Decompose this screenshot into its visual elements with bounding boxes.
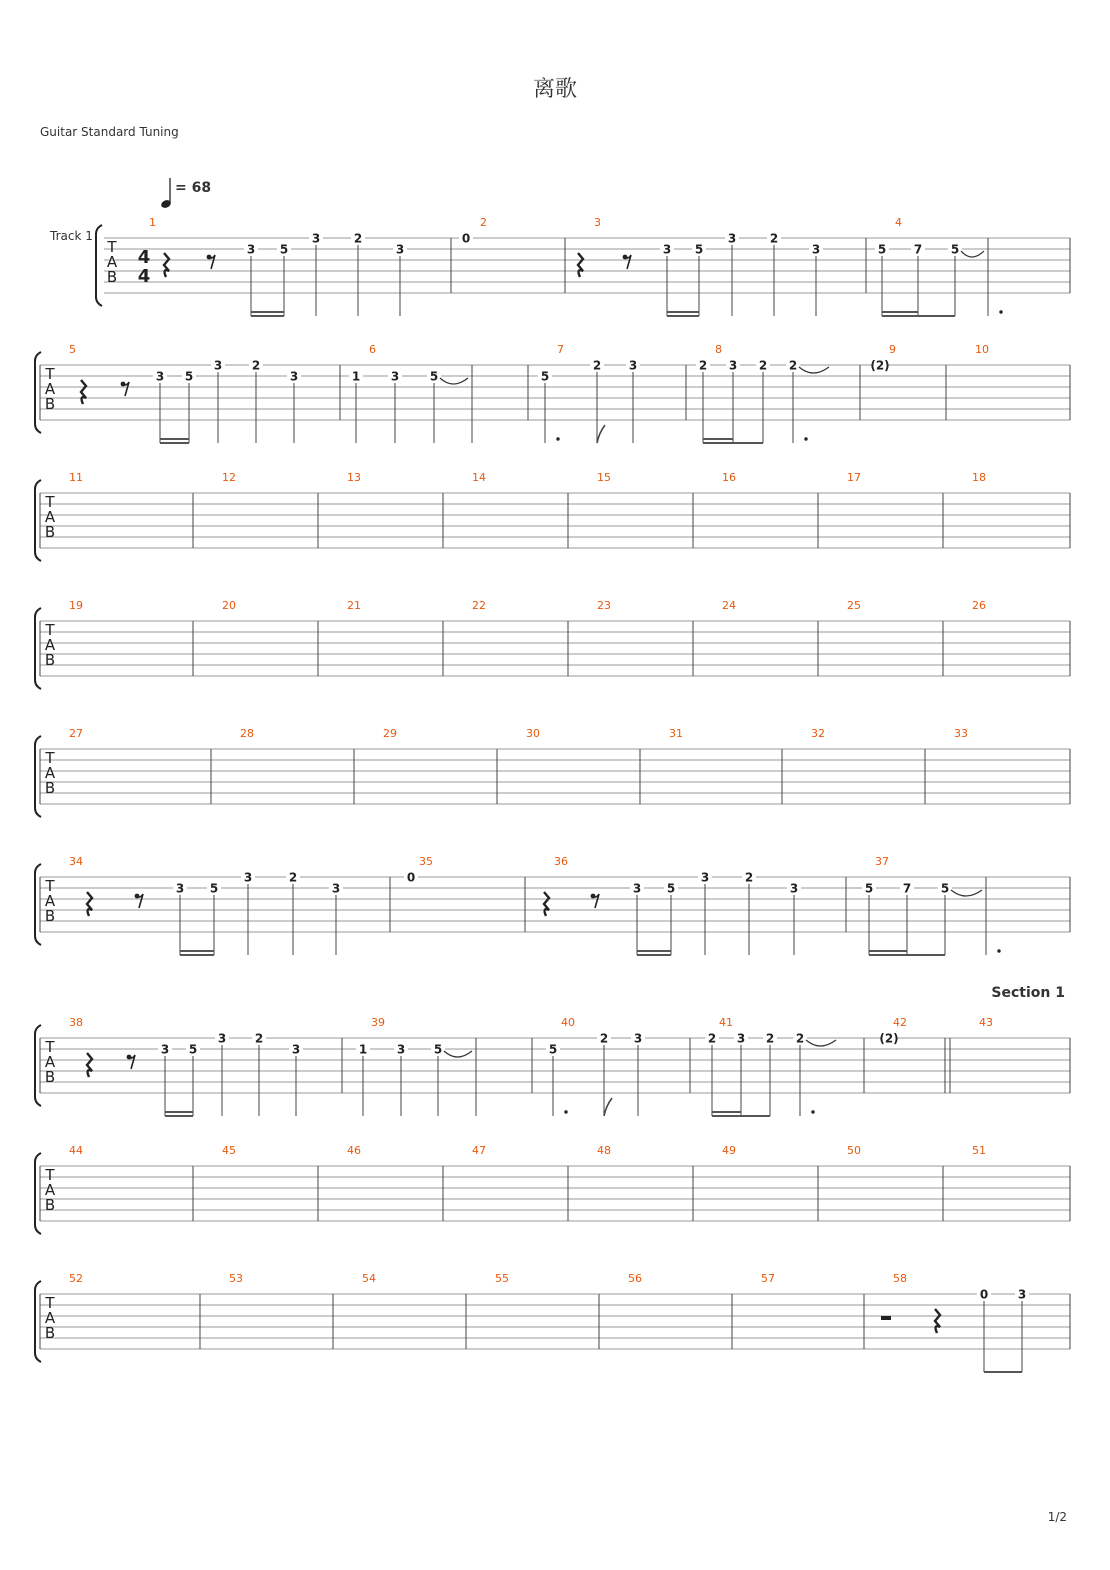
measure-number: 21: [347, 599, 361, 612]
fret-number: 1: [358, 1042, 368, 1057]
fret-number: 3: [662, 242, 672, 257]
measure-number: 51: [972, 1144, 986, 1157]
duration-dot: [999, 310, 1002, 313]
fret-number: 5: [877, 242, 887, 257]
fret-number: 0: [461, 231, 471, 246]
fret-number: 5: [429, 369, 439, 384]
measure-number: 10: [975, 343, 989, 356]
measure-number: 42: [893, 1016, 907, 1029]
fret-number: 7: [913, 242, 923, 257]
measure-number: 57: [761, 1272, 775, 1285]
fret-number: 2: [758, 358, 768, 373]
fret-number: 3: [728, 358, 738, 373]
measure-number: 5: [69, 343, 76, 356]
measure-number: 56: [628, 1272, 642, 1285]
fret-number: 5: [950, 242, 960, 257]
fret-number: 3: [396, 1042, 406, 1057]
measure-number: 37: [875, 855, 889, 868]
measure-number: 27: [69, 727, 83, 740]
staff-system: [35, 727, 1070, 817]
section-label: Section 1: [991, 985, 1065, 1001]
tab-clef-letter: T: [45, 621, 55, 639]
fret-number: 0: [406, 870, 416, 885]
measure-number: 32: [811, 727, 825, 740]
note-flag: [597, 425, 605, 443]
staff-system: [35, 1144, 1070, 1234]
tab-clef-letter: B: [44, 1324, 56, 1342]
fret-number: 3: [395, 242, 405, 257]
fret-number: 2: [769, 231, 779, 246]
measure-number: 8: [715, 343, 722, 356]
fret-number: 5: [188, 1042, 198, 1057]
fret-number: 5: [694, 242, 704, 257]
tie-arc: [806, 1040, 836, 1046]
note-flag: [604, 1098, 612, 1116]
quarter-rest-icon: [544, 892, 549, 916]
fret-number: 3: [331, 881, 341, 896]
measure-number: 53: [229, 1272, 243, 1285]
fret-number: (2): [870, 358, 890, 373]
tab-clef-letter: A: [44, 1309, 56, 1327]
measure-number: 39: [371, 1016, 385, 1029]
staff-system: [35, 855, 1070, 955]
tie-arc: [440, 378, 468, 384]
measure-number: 28: [240, 727, 254, 740]
fret-number: 3: [160, 1042, 170, 1057]
tab-clef-letter: B: [44, 907, 56, 925]
measure-number: 11: [69, 471, 83, 484]
tab-clef-letter: T: [45, 1038, 55, 1056]
measure-number: 25: [847, 599, 861, 612]
fret-number: 3: [289, 369, 299, 384]
fret-number: 5: [184, 369, 194, 384]
staff-system: [35, 1272, 1070, 1372]
tab-clef-letter: A: [44, 380, 56, 398]
fret-number: 5: [209, 881, 219, 896]
tab-clef-letter: B: [44, 1068, 56, 1086]
half-rest-icon: [881, 1316, 891, 1320]
track-name: Track 1: [50, 229, 93, 243]
tab-clef-letter: T: [107, 238, 117, 256]
measure-number: 43: [979, 1016, 993, 1029]
measure-number: 49: [722, 1144, 736, 1157]
measure-number: 45: [222, 1144, 236, 1157]
quarter-rest-icon: [87, 1053, 92, 1077]
measure-number: 17: [847, 471, 861, 484]
fret-number: 7: [902, 881, 912, 896]
fret-number: 5: [666, 881, 676, 896]
measure-number: 26: [972, 599, 986, 612]
fret-number: 5: [279, 242, 289, 257]
measure-number: 16: [722, 471, 736, 484]
measure-number: 3: [594, 216, 601, 229]
tab-clef-letter: A: [44, 1053, 56, 1071]
tuning-label: Guitar Standard Tuning: [40, 125, 179, 139]
fret-number: 5: [864, 881, 874, 896]
tab-clef-letter: B: [44, 523, 56, 541]
measure-number: 7: [557, 343, 564, 356]
fret-number: 1: [351, 369, 361, 384]
fret-number: 0: [979, 1287, 989, 1302]
staff-system: [35, 599, 1070, 689]
fret-number: 2: [795, 1031, 805, 1046]
tab-clef-letter: A: [44, 892, 56, 910]
fret-number: 3: [633, 1031, 643, 1046]
tab-clef-letter: T: [45, 749, 55, 767]
measure-number: 22: [472, 599, 486, 612]
fret-number: 3: [390, 369, 400, 384]
measure-number: 46: [347, 1144, 361, 1157]
fret-number: 3: [700, 870, 710, 885]
fret-number: 5: [940, 881, 950, 896]
fret-number: 2: [765, 1031, 775, 1046]
fret-number: 5: [433, 1042, 443, 1057]
measure-number: 36: [554, 855, 568, 868]
page-number: 1/2: [1047, 1510, 1067, 1524]
tab-clef-letter: A: [44, 636, 56, 654]
measure-number: 34: [69, 855, 83, 868]
fret-number: 3: [217, 1031, 227, 1046]
measure-number: 9: [889, 343, 896, 356]
measure-number: 30: [526, 727, 540, 740]
fret-number: 3: [1017, 1287, 1027, 1302]
fret-number: 2: [353, 231, 363, 246]
fret-number: 5: [540, 369, 550, 384]
tab-clef-letter: A: [44, 1181, 56, 1199]
measure-number: 20: [222, 599, 236, 612]
measure-number: 55: [495, 1272, 509, 1285]
tab-clef-letter: T: [45, 877, 55, 895]
quarter-rest-icon: [81, 380, 86, 404]
tie-arc: [444, 1051, 472, 1057]
quarter-rest-icon: [578, 253, 583, 277]
fret-number: 3: [789, 881, 799, 896]
tab-clef-letter: A: [44, 508, 56, 526]
fret-number: 2: [251, 358, 261, 373]
tie-arc: [951, 890, 982, 896]
quarter-rest-icon: [935, 1309, 940, 1333]
quarter-rest-icon: [87, 892, 92, 916]
tab-clef-letter: B: [44, 779, 56, 797]
fret-number: 3: [175, 881, 185, 896]
staff-system: [35, 1016, 1070, 1116]
fret-number: 2: [744, 870, 754, 885]
staff-system: [35, 343, 1070, 443]
measure-number: 19: [69, 599, 83, 612]
tab-clef-letter: T: [45, 1294, 55, 1312]
measure-number: 14: [472, 471, 486, 484]
fret-number: 2: [592, 358, 602, 373]
tab-clef-letter: B: [44, 395, 56, 413]
measure-number: 18: [972, 471, 986, 484]
fret-number: 3: [736, 1031, 746, 1046]
fret-number: 2: [254, 1031, 264, 1046]
fret-number: 3: [727, 231, 737, 246]
measure-number: 50: [847, 1144, 861, 1157]
measure-number: 58: [893, 1272, 907, 1285]
measure-number: 41: [719, 1016, 733, 1029]
tab-clef-letter: A: [44, 764, 56, 782]
tempo-value: = 68: [175, 180, 212, 196]
measure-number: 6: [369, 343, 376, 356]
measure-number: 40: [561, 1016, 575, 1029]
fret-number: 3: [311, 231, 321, 246]
fret-number: 2: [707, 1031, 717, 1046]
tab-clef-letter: T: [45, 493, 55, 511]
measure-number: 31: [669, 727, 683, 740]
measure-number: 12: [222, 471, 236, 484]
tab-clef-letter: B: [44, 651, 56, 669]
tie-arc: [961, 251, 984, 257]
measure-number: 4: [895, 216, 902, 229]
fret-number: 3: [155, 369, 165, 384]
measure-number: 29: [383, 727, 397, 740]
measure-number: 48: [597, 1144, 611, 1157]
duration-dot: [556, 437, 559, 440]
measure-number: 15: [597, 471, 611, 484]
fret-number: 3: [291, 1042, 301, 1057]
measure-number: 35: [419, 855, 433, 868]
measure-number: 54: [362, 1272, 376, 1285]
duration-dot: [997, 949, 1000, 952]
fret-number: 3: [811, 242, 821, 257]
fret-number: 3: [243, 870, 253, 885]
measure-number: 38: [69, 1016, 83, 1029]
measure-number: 33: [954, 727, 968, 740]
measure-number: 1: [149, 216, 156, 229]
fret-number: 3: [213, 358, 223, 373]
fret-number: 3: [628, 358, 638, 373]
fret-number: 2: [599, 1031, 609, 1046]
fret-number: 2: [788, 358, 798, 373]
time-signature-denominator: 4: [137, 266, 151, 287]
tie-arc: [799, 367, 829, 373]
duration-dot: [564, 1110, 567, 1113]
fret-number: 2: [698, 358, 708, 373]
measure-number: 2: [480, 216, 487, 229]
tab-clef-letter: A: [106, 253, 118, 271]
tab-clef-letter: B: [44, 1196, 56, 1214]
fret-number: (2): [879, 1031, 899, 1046]
tab-clef-letter: B: [106, 268, 118, 286]
staff-system: [96, 216, 1070, 316]
fret-number: 5: [548, 1042, 558, 1057]
fret-number: 3: [632, 881, 642, 896]
system-bracket: [96, 225, 102, 306]
fret-number: 3: [246, 242, 256, 257]
quarter-rest-icon: [164, 253, 169, 277]
page-title: 离歌: [532, 77, 577, 102]
duration-dot: [804, 437, 807, 440]
duration-dot: [811, 1110, 814, 1113]
staff-system: [35, 471, 1070, 561]
time-signature-numerator: 4: [137, 247, 151, 268]
measure-number: 52: [69, 1272, 83, 1285]
tab-clef-letter: T: [45, 1166, 55, 1184]
fret-number: 2: [288, 870, 298, 885]
measure-number: 47: [472, 1144, 486, 1157]
measure-number: 23: [597, 599, 611, 612]
measure-number: 24: [722, 599, 736, 612]
tab-clef-letter: T: [45, 365, 55, 383]
measure-number: 44: [69, 1144, 83, 1157]
measure-number: 13: [347, 471, 361, 484]
